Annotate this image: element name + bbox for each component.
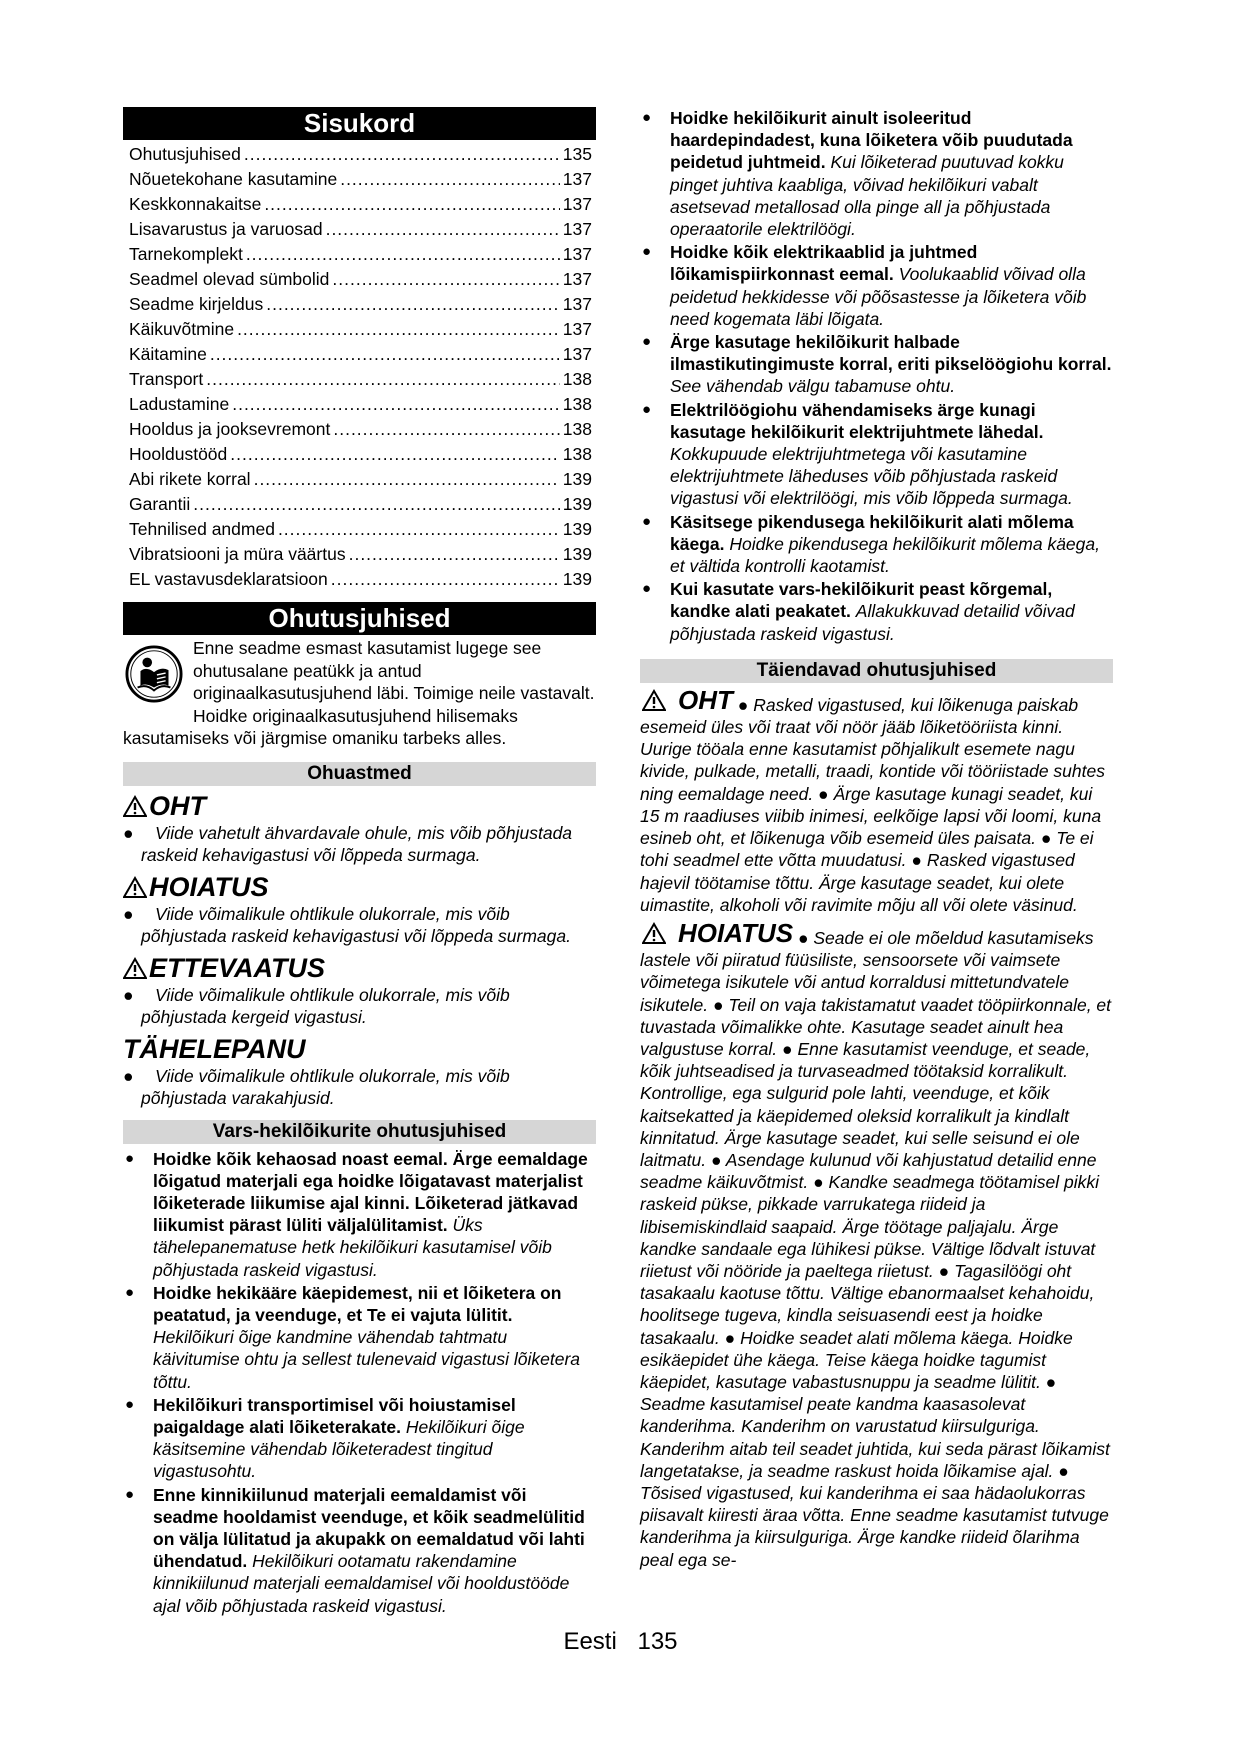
toc-entry[interactable] xyxy=(123,517,596,542)
footer-language: Eesti xyxy=(563,1628,617,1655)
toc-leader-dots xyxy=(244,142,560,167)
level-ettevaatus: ETTEVAATUS ● Viide võimalikule ohtlikule olukorrale, mis võib põhjustada kergeid vigastusi. xyxy=(123,952,510,1027)
page-number: 135 xyxy=(637,1628,678,1655)
toc-entry-title: Vibratsiooni ja müra väärtus xyxy=(129,544,346,564)
toc-entry[interactable] xyxy=(123,367,596,392)
toc-entry-title: Seadmel olevad sümbolid xyxy=(129,269,330,289)
toc-entry-page: 139 xyxy=(562,494,592,514)
toc-entry[interactable] xyxy=(123,217,596,242)
right-column xyxy=(640,107,1113,1571)
left-column xyxy=(123,107,596,1618)
level-text: Viide võimalikule ohtlikule olukorrale, mis võib põhjustada kergeid vigastusi. xyxy=(141,984,510,1027)
toc-entry[interactable] xyxy=(123,442,596,467)
toc-entry[interactable] xyxy=(123,467,596,492)
toc-entry-page: 138 xyxy=(562,369,592,389)
toc-entry-title: Nõuetekohane kasutamine xyxy=(129,169,338,189)
toc-leader-dots xyxy=(326,217,560,242)
toc-entry-title: Transport xyxy=(129,369,204,389)
toc-leader-dots xyxy=(237,317,560,342)
rule-item: ● Kui kasutate vars-hekilõikurit peast kõrgemal, kandke alati peakatet. Allakukkuvad detailid võivad põhjustada raskeid vigastusi. xyxy=(642,579,1075,644)
safety-intro-text: Enne seadme esmast kasutamist lugege see ohutusalane peatükk ja antud originaalkasutusjuhend läbi. Toimige neile vastavalt. Hoidke originaalkasutusjuhend hilisemaks kasutamiseks või järgmise omaniku tarbeks alles. xyxy=(123,638,595,748)
toc-entry-title: Tarnekomplekt xyxy=(129,244,243,264)
toc-entry-title: Käikuvõtmine xyxy=(129,319,235,339)
level-oht: OHT ● Viide vahetult ähvardavale ohule, mis võib põhjustada raskeid kehavigastusi või lõppeda surmaga. xyxy=(123,790,573,865)
toc-entry-title: Ohutusjuhised xyxy=(129,144,241,164)
toc-entry-title: EL vastavusdeklaratsioon xyxy=(129,569,328,589)
warning-triangle-icon xyxy=(123,795,147,817)
toc-leader-dots xyxy=(278,517,560,542)
toc-entry-title: Hooldus ja jooksevremont xyxy=(129,419,331,439)
toc-entry[interactable] xyxy=(123,292,596,317)
toc-entry-title: Garantii xyxy=(129,494,191,514)
toc-entry[interactable] xyxy=(123,392,596,417)
toc-entry-page: 139 xyxy=(562,569,592,589)
toc-entry[interactable] xyxy=(123,192,596,217)
toc-entry-page: 137 xyxy=(562,169,592,189)
toc-entry-page: 138 xyxy=(562,419,592,439)
pole-rules-list-right xyxy=(640,107,1113,645)
toc-entry[interactable] xyxy=(123,142,596,167)
toc-entry-page: 137 xyxy=(562,344,592,364)
toc-entry[interactable] xyxy=(123,567,596,592)
level-text: Viide võimalikule ohtlikule olukorrale, mis võib põhjustada varakahjusid. xyxy=(141,1065,510,1108)
toc-leader-dots xyxy=(349,542,560,567)
toc-heading: Sisukord xyxy=(123,107,596,140)
rule-item: ● Hekilõikuri transportimisel või hoiustamisel paigaldage alati lõiketerakate. Hekilõikuri õige käsitsemine vähendab lõiketeradest tingitud vigastusohtu. xyxy=(125,1394,525,1482)
toc-entry[interactable] xyxy=(123,492,596,517)
toc-entry[interactable] xyxy=(123,267,596,292)
warning-triangle-icon xyxy=(123,957,147,979)
rule-item: ● Käsitsege pikendusega hekilõikurit alati mõlema käega. Hoidke pikendusega hekilõikurit mõlema käega, et vältida kontrolli kaotamist. xyxy=(642,511,1100,577)
toc-entry-page: 137 xyxy=(562,219,592,239)
toc-entry-page: 139 xyxy=(562,469,592,489)
additional-hoiatus xyxy=(640,917,1113,1571)
toc-entry-title: Ladustamine xyxy=(129,394,230,414)
toc-leader-dots xyxy=(210,342,560,367)
additional-heading: Täiendavad ohutusjuhised xyxy=(640,659,1113,683)
warning-triangle-icon xyxy=(123,876,147,898)
toc-leader-dots xyxy=(331,567,560,592)
toc-entry-title: Keskkonnakaitse xyxy=(129,194,262,214)
level-label: OHT xyxy=(149,790,206,821)
toc-entry[interactable] xyxy=(123,342,596,367)
toc-entry-page: 137 xyxy=(562,269,592,289)
oht-text: ● Rasked vigastused, kui lõikenuga paiskab esemeid üles või traat või nöör jääb lõiketööriista kinni. Uurige tööala enne kasutamist põhjalikult esemete nagu kivide, pulkade, metalli, traadi, kontide või tööriistade suhtes ning eemaldage need. ● Ärge kasutage kunagi seadet, kui 15 m raadiuses viibib inimesi, eelkõige lapsi või loomi, kuna esineb oht, et lõikenuga võib esemeid üles paisata. ● Te ei tohi seadmel ette võtta muudatusi. ● Rasked vigastused hajevil töötamise tõttu. Ärge kasutage seadet, kui olete uimastite, alkoholi või ravimite mõju all või olete väsinud. xyxy=(640,694,1105,915)
safety-intro xyxy=(123,637,596,750)
toc-entry[interactable] xyxy=(123,167,596,192)
level-label: HOIATUS xyxy=(149,871,269,902)
toc-entry-title: Hooldustööd xyxy=(129,444,228,464)
rule-item: ● Hoidke hekilõikurit ainult isoleeritud haardepindadest, kuna lõiketera võib puudutada peidetud juhtmeid. Kui lõiketerad puutuvad kokku pinget juhtiva kaabliga, võivad hekilõikuri vabalt asetsevad metallosad olla pinge all ja põhjustada operaatorile elektrilöögi. xyxy=(642,108,1073,240)
toc-entry-page: 137 xyxy=(562,244,592,264)
toc-entry-title: Lisavarustus ja varuosad xyxy=(129,219,323,239)
toc-entry[interactable] xyxy=(123,242,596,267)
toc-entry-page: 137 xyxy=(562,319,592,339)
toc-leader-dots xyxy=(206,367,560,392)
toc-leader-dots xyxy=(232,392,560,417)
safety-heading: Ohutusjuhised xyxy=(123,602,596,635)
toc-entry[interactable] xyxy=(123,542,596,567)
toc-leader-dots xyxy=(340,167,560,192)
rule-item: ● Hoidke kõik elektrikaablid ja juhtmed lõikamispiirkonnast eemal. Voolukaablid võivad olla peidetud hekkidesse või põõsastesse ja lõiketera võib need kogemata läbi lõigata. xyxy=(642,242,1087,329)
level-text: Viide vahetult ähvardavale ohule, mis võib põhjustada raskeid kehavigastusi või lõppeda surmaga. xyxy=(141,822,573,865)
toc-entry-page: 138 xyxy=(562,394,592,414)
levels-heading: Ohuastmed xyxy=(123,762,596,786)
toc-entry-page: 138 xyxy=(562,444,592,464)
toc-entry[interactable] xyxy=(123,317,596,342)
toc-leader-dots xyxy=(264,192,559,217)
page-footer xyxy=(0,1628,1241,1656)
rule-item: ● Hoidke kõik kehaosad noast eemal. Ärge eemaldage lõigatud materjali ega hoidke lõigatavast materjalist lõiketerade liikumise ajal kinni. Lõiketerad jätkavad liikumist pärast lüliti väljalülitamist. Üks tähelepanematuse hetk hekilõikuri kasutamisel võib põhjustada raskeid vigastusi. xyxy=(125,1148,588,1280)
toc-entry-page: 135 xyxy=(562,144,592,164)
toc-leader-dots xyxy=(254,467,560,492)
level-tahelepanu: TÄHELEPANU ● Viide võimalikule ohtlikule olukorrale, mis võib põhjustada varakahjusid. xyxy=(123,1033,510,1108)
warning-triangle-icon xyxy=(642,689,666,711)
level-label: TÄHELEPANU xyxy=(123,1033,306,1064)
rule-item: ● Ärge kasutage hekilõikurit halbade ilmastikutingimuste korral, eriti pikselöögiohu korral. See vähendab välgu tabamuse ohtu. xyxy=(642,332,1112,397)
pole-rules-list-left xyxy=(123,1148,596,1617)
hoiatus-text: ● Seade ei ole mõeldud kasutamiseks lastele või piiratud füüsiliste, sensoorsete või vaimsete võimetega isikutele või antud korraldusi mittetundvatele isikutele. ● Teil on vaja takistamatut vaadet tööpiirkonnale, et tuvastada võimalikke ohte. Kasutage seadet ainult hea valgustuse korral. ● Enne kasutamist veenduge, et seade, kõik juhtseadised ja turvaseadmed töötaksid korralikult. Kontrollige, ega sulgurid pole lahti, veenduge, et kõik kaitsekatted ja käepidemed oleksid korralikult ja kindlalt kinnitatud. Ärge kasutage seadet, kui selle seisund ei ole laitmatu. ● Asendage kulunud või kahjustatud detailid enne seadme käikuvõtmist. ● Kandke seadmega töötamisel pikki raskeid pükse, pikkade varrukatega riideid ja libisemiskindlaid saapaid. Ärge töötage paljajalu. Ärge kandke sandaale ega lühikesi pükse. Vältige lõdvalt istuvat riietust või nööride ja paeltega riietust. ● Tagasilöögi oht tasakaalu kaotuse tõttu. Vältige ebanormaalset kehahoidu, hoolitsege tugeva, kindla seisuasendi eest ja hoidke tasakaalu. ● Hoidke seadet alati mõlema käega. Hoidke esikäepidet ühe käega. Teise käega hoidke tagumist käepidet, kasutage vabastusnuppu ja seadme lülitit. ● Seadme kasutamisel peate kandma kaasasolevat kanderihma. Kanderihm on varustatud kiirsulguriga. Kanderihm aitab teil seadet juhtida, kui seda pärast lõikamist langetatakse, ja seadme raskust hoida lõikamise ajal. ● Tõsised vigastused, kui kanderihma ei saa hädaolukorras piisavalt kiiresti äraa võtta. Enne seadme kasutamist tutvuge kanderihma ja kiirsulguriga. Ärge kandke riideid õlarihma peal ega se- xyxy=(640,927,1112,1570)
toc-leader-dots xyxy=(332,267,559,292)
toc-entry-page: 139 xyxy=(562,519,592,539)
toc-entry-title: Seadme kirjeldus xyxy=(129,294,264,314)
oht-label: OHT xyxy=(678,684,733,715)
rule-item: ● Enne kinnikiilunud materjali eemaldamist või seadme hooldamist veenduge, et kõik seadmelülitid on välja lülitatud ja akupakk on eemaldatud või lahti ühendatud. Hekilõikuri ootamatu rakendamine kinnikiilunud materjali eemaldamisel või hooldustööde ajal võib põhjustada raskeid vigastusi. xyxy=(125,1484,585,1616)
toc-entry-page: 137 xyxy=(562,294,592,314)
toc-leader-dots xyxy=(193,492,560,517)
toc-leader-dots xyxy=(333,417,559,442)
hoiatus-label: HOIATUS xyxy=(678,917,794,948)
level-label: ETTEVAATUS xyxy=(149,952,326,983)
rule-item: ● Elektrilöögiohu vähendamiseks ärge kunagi kasutage hekilõikurit elektrijuhtmete lähedal. Kokkupuude elektrijuhtmetega või kasutamine elektrijuhtmete läheduses võib põhjustada raskeid vigastusi või elektrilöögi, mis võib lõppeda surmaga. xyxy=(642,399,1073,509)
warning-triangle-icon xyxy=(642,922,666,944)
additional-oht xyxy=(640,684,1113,916)
toc-leader-dots xyxy=(266,292,560,317)
level-hoiatus: HOIATUS ● Viide võimalikule ohtlikule olukorrale, mis võib põhjustada raskeid kehavigastusi või lõppeda surmaga. xyxy=(123,871,571,946)
toc-leader-dots xyxy=(246,242,560,267)
toc-leader-dots xyxy=(230,442,560,467)
toc-list xyxy=(123,142,596,592)
toc-entry-title: Abi rikete korral xyxy=(129,469,251,489)
toc-entry-title: Tehnilised andmed xyxy=(129,519,275,539)
toc-entry-page: 139 xyxy=(562,544,592,564)
toc-entry[interactable] xyxy=(123,417,596,442)
level-text: Viide võimalikule ohtlikule olukorrale, mis võib põhjustada raskeid kehavigastusi või lõppeda surmaga. xyxy=(141,903,571,946)
pole-rules-heading: Vars-hekilõikurite ohutusjuhised xyxy=(123,1120,596,1144)
read-manual-icon xyxy=(125,645,183,703)
rule-item: ● Hoidke hekikääre käepidemest, nii et lõiketera on peatatud, ja veenduge, et Te ei vajuta lülitit. Hekilõikuri õige kandmine vähendab tahtmatu käivitumise ohtu ja sellest tulenevaid vigastusi lõiketera tõttu. xyxy=(125,1282,581,1392)
toc-entry-page: 137 xyxy=(562,194,592,214)
toc-entry-title: Käitamine xyxy=(129,344,207,364)
